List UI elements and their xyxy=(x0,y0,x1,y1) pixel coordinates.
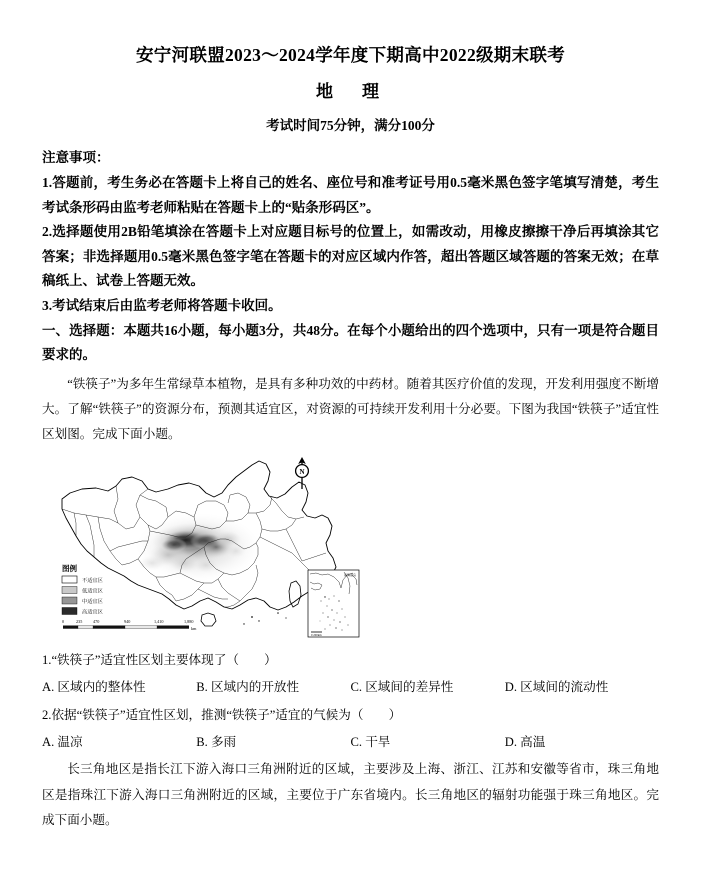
svg-text:南海诸岛: 南海诸岛 xyxy=(344,573,357,578)
scale-unit: km xyxy=(191,626,197,632)
scale-tick-2: 470 xyxy=(93,619,100,625)
svg-text:N: N xyxy=(299,468,305,477)
question-2-option-c[interactable]: C. 干旱 xyxy=(350,735,391,750)
question-2-option-a[interactable]: A. 温凉 xyxy=(42,735,83,750)
scale-tick-3: 940 xyxy=(124,619,131,625)
question-1-options xyxy=(42,676,659,698)
notice-item-2: 2.选择题使用2B铅笔填涂在答题卡上对应题目标号的位置上，如需改动，用橡皮擦擦干净后再填涂其它答案；非选择题用0.5毫米黑色签字笔在答题卡的对应区域内作答，超出答题区域答题的答案无效；在草稿纸上、试卷上答题无效。 xyxy=(42,224,659,289)
svg-text:0 200km: 0 200km xyxy=(311,633,322,638)
question-1-option-a[interactable]: A. 区域内的整体性 xyxy=(42,680,146,695)
question-1-option-d[interactable]: D. 区域间的流动性 xyxy=(504,680,609,695)
scale-tick-5: 1,880 xyxy=(184,619,194,625)
question-2-option-b[interactable]: B. 多雨 xyxy=(196,735,237,750)
notice-item-3: 3.考试结束后由监考老师将答题卡收回。 xyxy=(42,297,282,313)
question-2-options xyxy=(42,731,659,753)
scale-tick-1: 235 xyxy=(76,619,83,625)
inset-map-south-china-sea xyxy=(308,570,359,637)
notice-item-1: 1.答题前，考生务必在答题卡上将自己的姓名、座位号和准考证号用0.5毫米黑色签字笔填写清楚，考生考试条形码由监考老师粘贴在答题卡上的“贴条形码区”。 xyxy=(42,175,659,215)
figure-china-suitability-map xyxy=(56,455,372,643)
passage-1: “铁筷子”为多年生常绿草本植物，是具有多种功效的中药材。随着其医疗价值的发现，开发利用强度不断增大。了解“铁筷子”的资源分布，预测其适宜区，对资源的可持续开发利用十分必要。下图为我国“铁筷子”适宜性区划图。完成下面小题。 xyxy=(42,376,659,442)
legend-label-0: 不适宜区 xyxy=(82,578,103,585)
legend-label-3: 高适宜区 xyxy=(82,609,103,616)
question-1-option-b[interactable]: B. 区域内的开放性 xyxy=(196,680,300,695)
passage-2: 长三角地区是指长江下游入海口三角洲附近的区域，主要涉及上海、浙江、江苏和安徽等省市，珠三角地区是指珠江下游入海口三角洲附近的区域，主要位于广东省境内。长三角地区的辐射功能强于珠三角地区。完成下面小题。 xyxy=(42,762,659,827)
scale-tick-0: 0 xyxy=(62,619,65,625)
question-1-stem: 1.“铁筷子”适宜性区划主要体现了（ ） xyxy=(42,653,277,668)
subject-title: 地 理 xyxy=(316,82,385,102)
legend-label-2: 中适宜区 xyxy=(82,599,103,606)
question-1-option-c[interactable]: C. 区域间的差异性 xyxy=(350,680,454,695)
scale-tick-4: 1,410 xyxy=(154,619,164,625)
section-heading-multiple-choice: 一、选择题：本题共16小题，每小题3分，共48分。在每个小题给出的四个选项中，只有一项是符合题目要求的。 xyxy=(42,322,659,363)
legend-title: 图例 xyxy=(62,564,77,574)
question-2-stem: 2.依据“铁筷子”适宜性区划，推测“铁筷子”适宜的气候为（ ） xyxy=(42,708,402,723)
legend-label-1: 低适宜区 xyxy=(82,588,103,595)
question-2-option-d[interactable]: D. 高温 xyxy=(504,735,546,750)
notice-title: 注意事项： xyxy=(42,150,110,166)
page-title: 安宁河联盟2023～2024学年度下期高中2022级期末联考 xyxy=(136,45,565,65)
notice-block xyxy=(42,148,659,318)
exam-info: 考试时间75分钟，满分100分 xyxy=(266,118,435,134)
